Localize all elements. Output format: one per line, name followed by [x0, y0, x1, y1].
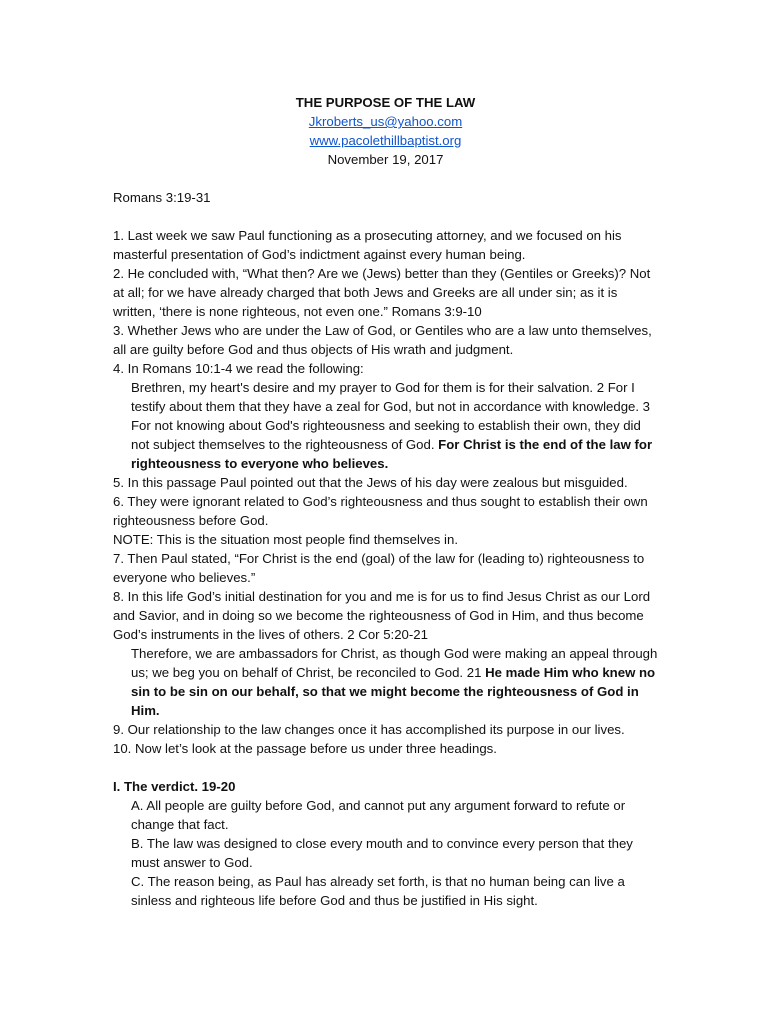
point-3: 3. Whether Jews who are under the Law of God, or Gentiles who are a law unto themselves, all are guilty before God and thus objects of His wrath and judgment.	[113, 323, 652, 357]
section-heading: I. The verdict. 19-20	[113, 779, 236, 794]
quote-text: Therefore, we are ambassadors for Christ, as though God were making an appeal through us; we beg you on behalf of Christ, be reconciled to God. 21	[131, 646, 658, 680]
scripture-quote-2-cor-5	[113, 644, 658, 720]
point-9: 9. Our relationship to the law changes once it has accomplished its purpose in our lives.	[113, 722, 625, 737]
point-10: 10. Now let’s look at the passage before us under three headings.	[113, 741, 497, 756]
website-link[interactable]: www.pacolethillbaptist.org	[309, 133, 462, 148]
quote-text: Brethren, my heart's desire and my prayer to God for them is for their salvation. 2 For I testify about them that they have a zeal for God, but not in accordance with knowledge. 3 For not knowing about God's righteousness and seeking to establish their own, they did not subject themselves to the righteousness of God.	[131, 380, 651, 452]
scripture-quote-romans-10	[113, 378, 658, 473]
document-page	[113, 93, 658, 910]
subpoint-a: A. All people are guilty before God, and cannot put any argument forward to refute or change that fact.	[131, 798, 626, 832]
note: NOTE: This is the situation most people find themselves in.	[113, 532, 458, 547]
point-8: 8. In this life God’s initial destination for you and me is for us to find Jesus Christ as our Lord and Savior, and in doing so we become the righteousness of God in Him, and thus become God’s instruments in the lives of others. 2 Cor 5:20-21	[113, 589, 651, 642]
document-title: THE PURPOSE OF THE LAW	[295, 95, 476, 110]
point-5: 5. In this passage Paul pointed out that the Jews of his day were zealous but misguided.	[113, 475, 628, 490]
quote-emphasis: He made Him who knew no sin to be sin on our behalf, so that we might become the righteousness of God in Him.	[131, 665, 656, 718]
quote-emphasis: For Christ is the end of the law for righteousness to everyone who believes.	[131, 437, 653, 471]
subpoint-b: B. The law was designed to close every mouth and to convince every person that they must answer to God.	[131, 836, 633, 870]
spacer	[113, 207, 658, 226]
email-link[interactable]: Jkroberts_us@yahoo.com	[308, 114, 463, 129]
point-7: 7. Then Paul stated, “For Christ is the end (goal) of the law for (leading to) righteousness to everyone who believes.”	[113, 551, 645, 585]
scripture-reference: Romans 3:19-31	[113, 190, 211, 205]
point-2: 2. He concluded with, “What then? Are we (Jews) better than they (Gentiles or Greeks)? Not at all; for we have already charged that both Jews and Greeks are all under sin; as it is written, ‘there is none righteous, not even one.” Romans 3:9-10	[113, 266, 651, 319]
spacer	[113, 758, 658, 777]
point-4: 4. In Romans 10:1-4 we read the following:	[113, 361, 364, 376]
subpoint-c: C. The reason being, as Paul has already set forth, is that no human being can live a sinless and righteous life before God and thus be justified in His sight.	[131, 874, 625, 908]
spacer	[113, 169, 658, 188]
document-date: November 19, 2017	[327, 152, 444, 167]
point-6: 6. They were ignorant related to God’s righteousness and thus sought to establish their own righteousness before God.	[113, 494, 648, 528]
point-1: 1. Last week we saw Paul functioning as a prosecuting attorney, and we focused on his masterful presentation of God’s indictment against every human being.	[113, 228, 622, 262]
